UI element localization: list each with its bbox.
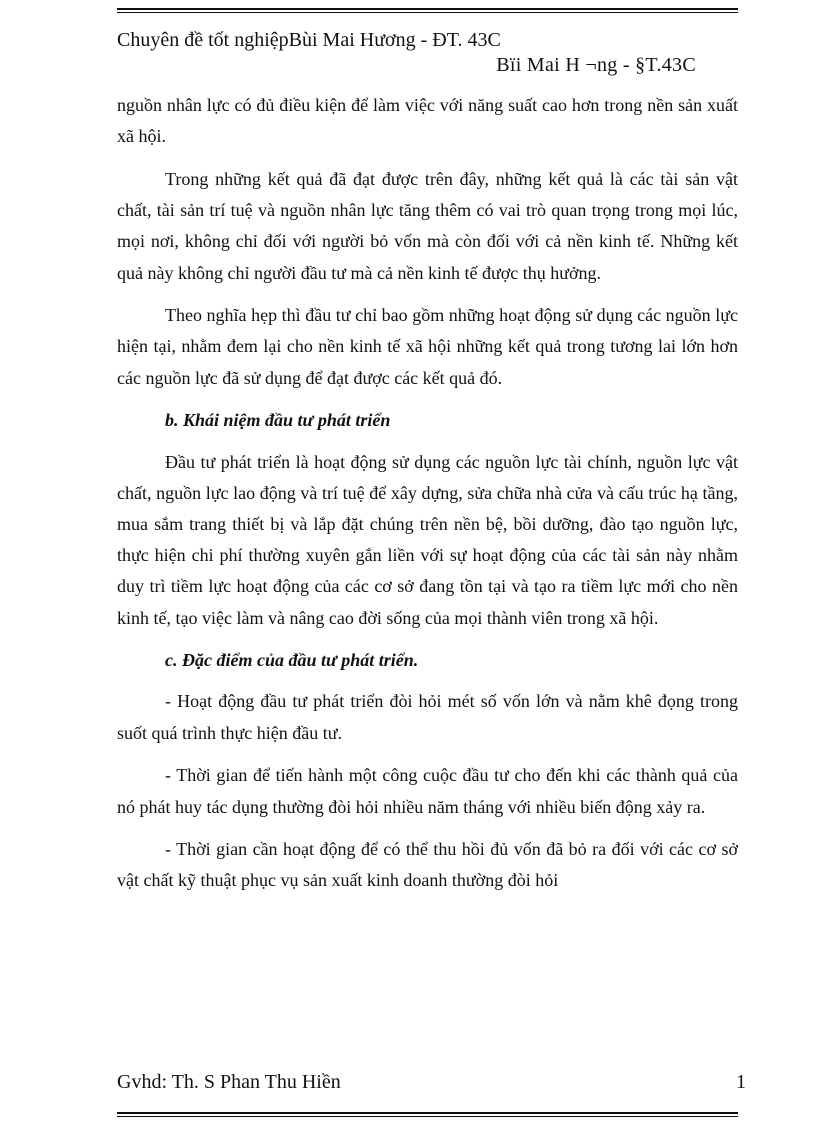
running-header: Chuyên đề tốt nghiệpBùi Mai Hương - ĐT. 43C — [117, 29, 501, 51]
section-heading-b: b. Khái niệm đầu tư phát triển — [165, 410, 391, 431]
running-header-encoded: Bïi Mai H ¬ng - §T.43C — [496, 54, 696, 76]
section-heading-c: c. Đặc điểm của đầu tư phát triển. — [165, 650, 419, 671]
footer-rule — [117, 1112, 738, 1117]
bullet-paragraph: - Hoạt động đầu tư phát triển đòi hỏi mét số vốn lớn và nằm khê đọng trong suốt quá trình thực hiện đầu tư. — [117, 691, 738, 743]
paragraph-continuation: nguồn nhân lực có đủ điều kiện để làm việc với năng suất cao hơn trong nền sản xuất xã hội. — [117, 95, 738, 147]
header-rule — [117, 8, 738, 13]
paragraph: Theo nghĩa hẹp thì đầu tư chỉ bao gồm những hoạt động sử dụng các nguồn lực hiện tại, nhằm đem lại cho nền kinh tế xã hội những kết quả trong tương lai lớn hơn các nguồn lực đã sử dụng để đạt được các kết quả đó. — [117, 305, 738, 388]
paragraph: Trong những kết quả đã đạt được trên đây, những kết quả là các tài sản vật chất, tài sản trí tuệ và nguồn nhân lực tăng thêm có vai trò quan trọng trong mọi lúc, mọi nơi, không chỉ đối với người bỏ vốn mà còn đối với cả nền kinh tế. Những kết quả này không chỉ người đầu tư mà cả nền kinh tế được thụ hưởng. — [117, 168, 738, 283]
page-number: 1 — [736, 1071, 746, 1093]
bullet-paragraph: - Thời gian cần hoạt động để có thể thu hồi đủ vốn đã bỏ ra đối với các cơ sở vật chất kỹ thuật phục vụ sản xuất kinh doanh thường đòi hỏi — [117, 839, 738, 891]
bullet-paragraph: - Thời gian để tiến hành một công cuộc đầu tư cho đến khi các thành quả của nó phát huy tác dụng thường đòi hỏi nhiều năm tháng với nhiều biến động xảy ra. — [117, 765, 738, 817]
document-body — [117, 90, 738, 908]
footer-advisor: Gvhd: Th. S Phan Thu Hiền — [117, 1071, 341, 1093]
paragraph: Đầu tư phát triển là hoạt động sử dụng các nguồn lực tài chính, nguồn lực vật chất, nguồn lực lao động và trí tuệ để xây dựng, sửa chữa nhà cửa và cấu trúc hạ tầng, mua sắm trang thiết bị và lắp đặt chúng trên nền bệ, bồi dưỡng, đào tạo nguồn lực, thực hiện chi phí thường xuyên gắn liền với sự hoạt động của các tài sản này nhằm duy trì tiềm lực hoạt động của các cơ sở đang tồn tại và tạo ra tiềm lực mới cho nền kinh tế, tạo việc làm và nâng cao đời sống của mọi thành viên trong xã hội. — [117, 451, 738, 628]
